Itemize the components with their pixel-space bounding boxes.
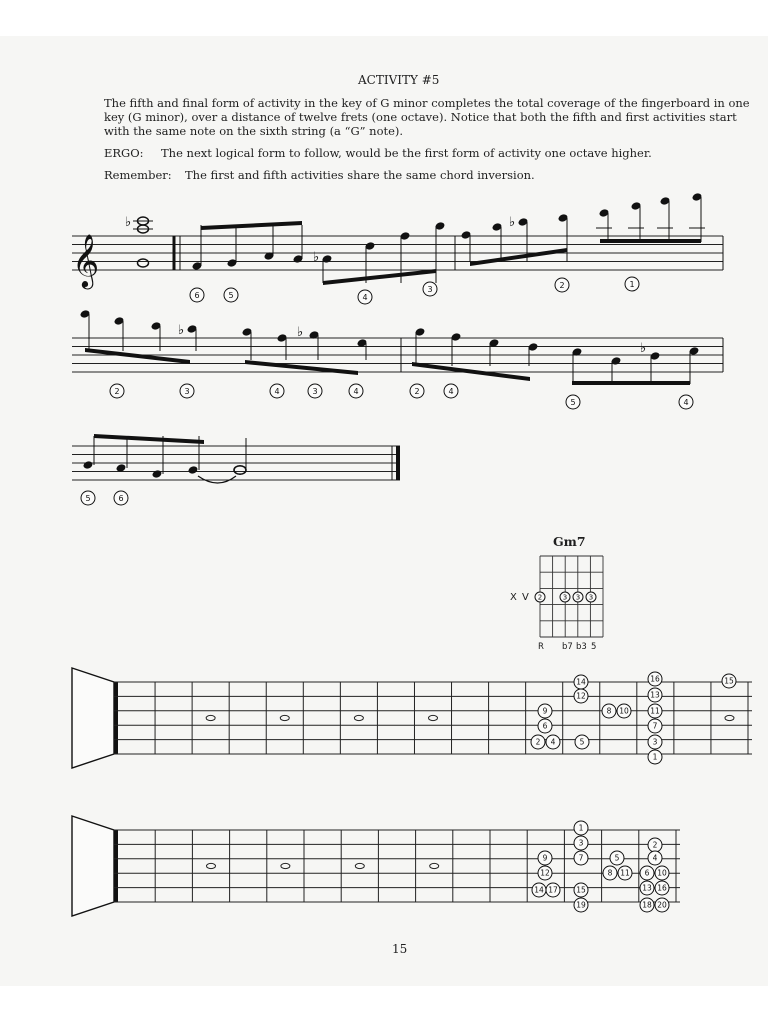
fretboard-1-note: 10 <box>619 706 629 716</box>
string-number: 4 <box>448 386 454 396</box>
fretboard-2-note: 13 <box>642 883 652 893</box>
fretboard-1-note: 4 <box>550 737 556 747</box>
fretboard-1-note: 14 <box>576 677 586 687</box>
string-number: 4 <box>274 386 280 396</box>
string-number: 1 <box>629 279 635 289</box>
flat-sign: ♭ <box>178 323 185 338</box>
string-number: 5 <box>85 493 91 503</box>
fretboard-2-note: 5 <box>614 853 620 863</box>
string-number: 6 <box>194 290 200 300</box>
fretboard-2-note: 4 <box>652 853 658 863</box>
fretboard-2-note: 17 <box>548 885 558 895</box>
chord-finger: 3 <box>575 593 581 602</box>
fretboard-2-inlay <box>430 863 439 868</box>
fretboard-2-note: 19 <box>576 900 586 910</box>
fretboard-1-note: 1 <box>652 752 658 762</box>
chord-degree-b3: b3 <box>576 642 587 652</box>
string-number: 4 <box>353 386 359 396</box>
fretboard-2-note: 18 <box>642 900 652 910</box>
fretboard-1-inlay <box>280 715 289 720</box>
chord-finger: 3 <box>588 593 594 602</box>
fretboard-1-inlay <box>725 715 734 720</box>
fretboard-2-note: 20 <box>657 900 667 910</box>
remember-label: Remember: <box>104 168 172 182</box>
fretboard-1-note: 9 <box>542 706 548 716</box>
treble-clef: 𝄞 <box>72 233 100 287</box>
fretboard-1-inlay <box>354 715 363 720</box>
fretboard-2-note: 11 <box>620 868 630 878</box>
page-number: 15 <box>392 942 408 956</box>
fretboard-2-nut <box>114 830 118 902</box>
fretboard-1-note: 15 <box>724 676 734 686</box>
fretboard-2-note: 8 <box>607 868 613 878</box>
fretboard-1-note: 8 <box>606 706 612 716</box>
fretboard-2-inlay <box>281 863 290 868</box>
fretboard-1-inlay <box>429 715 438 720</box>
fretboard-2-headstock <box>72 816 114 916</box>
chord-degree-5: 5 <box>591 642 597 652</box>
fretboard-2-note: 15 <box>576 885 586 895</box>
fretboard-1-note: 16 <box>650 674 660 684</box>
fretboard-1-note: 12 <box>576 691 586 701</box>
fretboard-1-note: 5 <box>579 737 585 747</box>
activity-title: ACTIVITY #5 <box>358 73 440 87</box>
ergo-label: ERGO: <box>104 146 144 160</box>
string-number: 4 <box>683 397 689 407</box>
fretboard-2-note: 14 <box>534 885 544 895</box>
fretboard-1-note: 6 <box>542 721 548 731</box>
flat-sign: ♭ <box>125 215 132 230</box>
string-number: 5 <box>570 397 576 407</box>
fretboard-1-nut <box>114 682 118 754</box>
chord-degree-b7: b7 <box>562 642 573 652</box>
intro-line-3: with the same note on the sixth string (a “G” note). <box>104 124 404 138</box>
fretboard-2-note: 3 <box>578 838 584 848</box>
fretboard-2-note: 6 <box>644 868 650 878</box>
chord-finger: 2 <box>537 593 543 602</box>
fretboard-1-note: 3 <box>652 737 658 747</box>
string-number: 3 <box>312 386 318 396</box>
fretboard-1-note: 13 <box>650 690 660 700</box>
chord-position: X V <box>510 592 530 603</box>
ergo-text: The next logical form to follow, would be the first form of activity one octave higher. <box>161 146 652 160</box>
string-number: 3 <box>427 284 433 294</box>
string-number: 4 <box>362 292 368 302</box>
string-number: 2 <box>414 386 420 396</box>
remember-text: The first and fifth activities share the same chord inversion. <box>185 168 535 182</box>
fretboard-1-headstock <box>72 668 114 768</box>
string-number: 2 <box>114 386 120 396</box>
flat-sign: ♭ <box>297 325 304 340</box>
intro-line-2: key (G minor), over a distance of twelve frets (one octave). Notice that both the fifth and first activities start <box>104 110 737 124</box>
fretboard-1-note: 11 <box>650 706 660 716</box>
fretboard-2-note: 10 <box>657 868 667 878</box>
chord-name: Gm7 <box>553 534 586 549</box>
fretboard-2-note: 1 <box>578 823 584 833</box>
string-number: 2 <box>559 280 565 290</box>
fretboard-1-note: 2 <box>535 737 541 747</box>
fretboard-1-note: 7 <box>652 721 658 731</box>
intro-line-1: The fifth and final form of activity in the key of G minor completes the total coverage of the fingerboard in one <box>104 96 750 110</box>
fretboard-1-inlay <box>206 715 215 720</box>
flat-sign: ♭ <box>509 215 516 230</box>
fretboard-2-note: 12 <box>540 868 550 878</box>
flat-sign: ♭ <box>313 250 320 265</box>
fretboard-2-note: 9 <box>542 853 548 863</box>
flat-sign: ♭ <box>640 341 647 356</box>
fretboard-2-note: 2 <box>652 840 658 850</box>
fretboard-2-inlay <box>207 863 216 868</box>
fretboard-2-inlay <box>355 863 364 868</box>
string-number: 3 <box>184 386 190 396</box>
string-number: 6 <box>118 493 124 503</box>
chord-degree-root: R <box>538 642 544 652</box>
fretboard-2-note: 7 <box>578 853 584 863</box>
chord-finger: 3 <box>562 593 568 602</box>
fretboard-2-note: 16 <box>657 883 667 893</box>
string-number: 5 <box>228 290 234 300</box>
